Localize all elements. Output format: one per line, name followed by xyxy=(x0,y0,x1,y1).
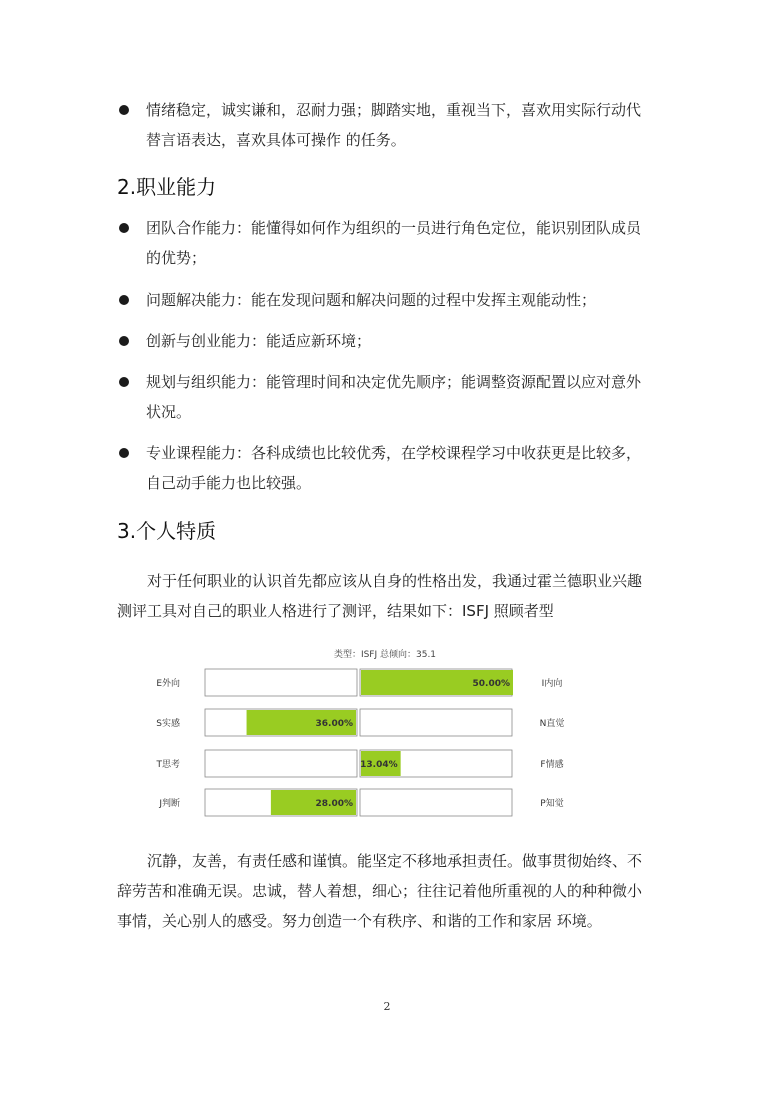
bullet-text: 创新与创业能力：能适应新环境； xyxy=(146,332,372,350)
left-track xyxy=(205,750,357,777)
paragraph-line: 对于任何职业的认识首先都应该从自身的性格出发，我通过霍兰德职业兴趣 xyxy=(147,572,643,590)
right-dimension-label: N直觉 xyxy=(539,719,565,729)
left-dimension-label: T思考 xyxy=(156,760,180,770)
right-dimension-label: F情感 xyxy=(540,760,564,770)
bullet-text: 团队合作能力：能懂得如何作为组织的一员进行角色定位，能识别团队成员 xyxy=(146,219,642,237)
left-dimension-label: E外向 xyxy=(156,679,180,689)
paragraph-line: 测评工具对自己的职业人格进行了测评，结果如下：ISFJ 照顾者型 xyxy=(117,602,554,620)
section-heading: 3.个人特质 xyxy=(117,519,217,543)
bullet-text: 问题解决能力：能在发现问题和解决问题的过程中发挥主观能动性； xyxy=(146,291,597,309)
paragraph-line: 辞劳苦和准确无误。忠诚，替人着想，细心；往往记着他所重视的人的种种微小 xyxy=(117,882,643,900)
bullet-text: 状况。 xyxy=(146,403,192,421)
page-number: 2 xyxy=(383,1000,391,1013)
list-item xyxy=(146,285,666,315)
outro-paragraph xyxy=(117,846,662,936)
chart-title: 类型：ISFJ 总倾向：35.1 xyxy=(333,650,437,660)
right-track xyxy=(360,789,512,816)
data-label: 28.00% xyxy=(315,799,353,809)
list-item xyxy=(146,326,666,356)
bullet-dot xyxy=(119,223,129,233)
left-track xyxy=(205,669,357,696)
list-item xyxy=(146,213,666,273)
bullet-dot xyxy=(119,336,129,346)
list-item xyxy=(146,367,666,427)
bullet-text: 规划与组织能力：能管理时间和决定优先顺序；能调整资源配置以应对意外 xyxy=(146,373,642,391)
section-heading: 2.职业能力 xyxy=(117,175,217,199)
list-item xyxy=(146,438,666,498)
intro-paragraph xyxy=(117,566,662,626)
data-label: 36.00% xyxy=(315,719,353,729)
list-item xyxy=(146,95,666,155)
bullet-dot xyxy=(119,448,129,458)
paragraph-line: 沉静，友善，有责任感和谨慎。能坚定不移地承担责任。做事贯彻始终、不 xyxy=(147,852,643,870)
bullet-dot xyxy=(119,295,129,305)
right-track xyxy=(360,709,512,736)
left-dimension-label: J判断 xyxy=(159,799,180,809)
bullet-text: 的优势； xyxy=(146,249,207,267)
personality-chart xyxy=(150,640,620,825)
data-label: 50.00% xyxy=(472,679,510,689)
paragraph-line: 事情，关心别人的感受。努力创造一个有秩序、和谐的工作和家居 环境。 xyxy=(117,912,602,930)
bullet-text: 自己动手能力也比较强。 xyxy=(146,474,312,492)
bullet-text: 替言语表达，喜欢具体可操作 的任务。 xyxy=(146,131,406,149)
data-label: 13.04% xyxy=(360,760,398,770)
left-dimension-label: S实感 xyxy=(156,719,180,729)
bullet-dot xyxy=(119,377,129,387)
right-dimension-label: P知觉 xyxy=(540,799,564,809)
bullet-text: 专业课程能力：各科成绩也比较优秀，在学校课程学习中收获更是比较多， xyxy=(146,444,642,462)
bullet-dot xyxy=(119,105,129,115)
right-dimension-label: I内向 xyxy=(541,679,563,689)
bullet-text: 情绪稳定，诚实谦和，忍耐力强；脚踏实地，重视当下，喜欢用实际行动代 xyxy=(146,101,642,119)
